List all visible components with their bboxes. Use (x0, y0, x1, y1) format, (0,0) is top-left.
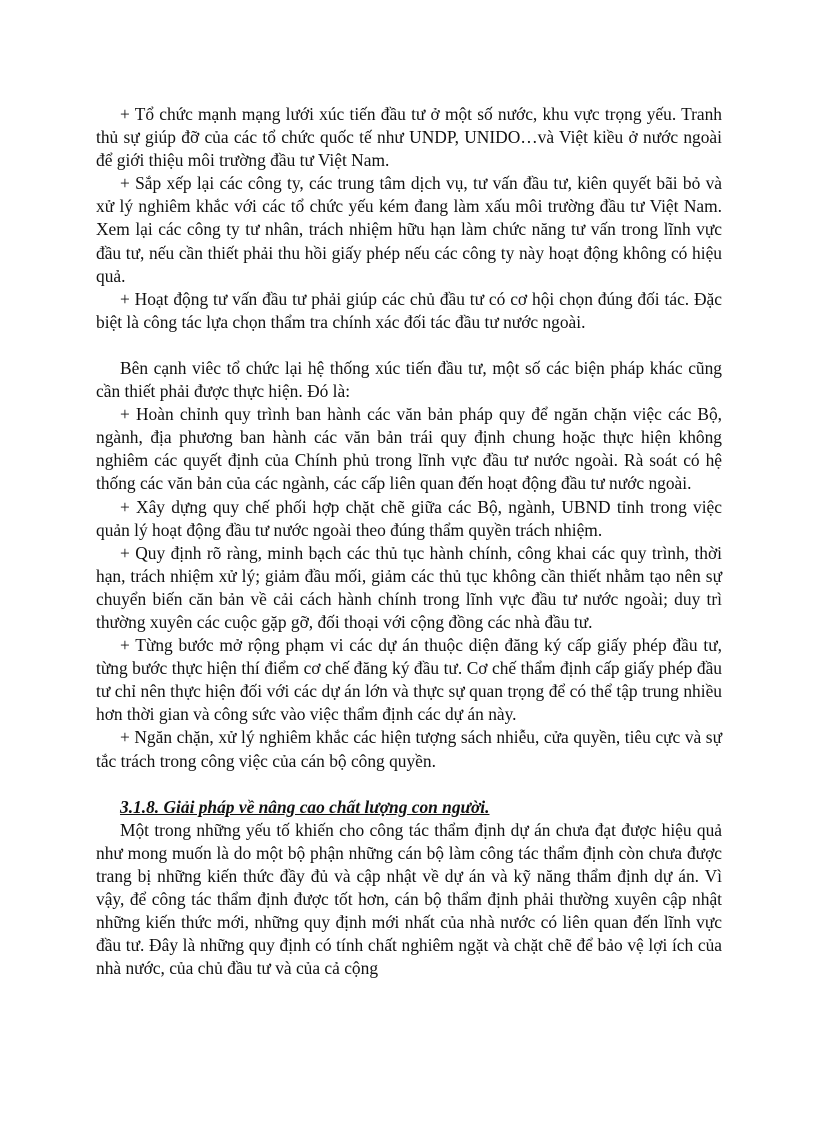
section-heading: 3.1.8. Giải pháp về nâng cao chất lượng con người. (120, 796, 490, 817)
paragraph-spacer (96, 334, 722, 357)
paragraph-spacer (96, 773, 722, 796)
paragraph-other-measures-intro: Bên cạnh viêc tổ chức lại hệ thống xúc tiến đầu tư, một số các biện pháp khác cũng cần thiết phải được thực hiện. Đó là: (96, 357, 722, 402)
document-page (96, 103, 722, 980)
paragraph-consulting-activity: + Hoạt động tư vấn đầu tư phải giúp các chủ đầu tư có cơ hội chọn đúng đối tác. Đặc biệt là công tác lựa chọn thẩm tra chính xác đối tác đầu tư nước ngoài. (96, 288, 722, 332)
paragraph-promotion-network: + Tổ chức mạnh mạng lưới xúc tiến đầu tư ở một số nước, khu vực trọng yếu. Tranh thủ sự giúp đỡ của các tổ chức quốc tế như UNDP, UNIDO…và Việt kiều ở nước ngoài để giới thiệu môi trường đầu tư Việt Nam. (96, 104, 722, 171)
paragraph-registration-scope: + Từng bước mở rộng phạm vi các dự án thuộc diện đăng ký cấp giấy phép đầu tư, từng bước thực hiện thí điểm cơ chế đăng ký đầu tư. Cơ chế thẩm định cấp giấy phép đầu tư chỉ nên thực hiện đối với các dự án lớn và thực sự quan trọng để có thể tập trung nhiều hơn thời gian và công sức vào việc thẩm định các dự án này. (96, 635, 722, 725)
paragraph-prevent-harassment: + Ngăn chặn, xử lý nghiêm khắc các hiện tượng sách nhiễu, cửa quyền, tiêu cực và sự tắc trách trong công việc của cán bộ công quyền. (96, 727, 722, 771)
paragraph-legal-documents: + Hoàn chỉnh quy trình ban hành các văn bản pháp quy để ngăn chặn việc các Bộ, ngành, địa phương ban hành các văn bản trái quy định chung hoặc thực hiện không nghiêm các quyết định của Chính phủ trong lĩnh vực đầu tư nước ngoài. Rà soát có hệ thống các văn bản của các ngành, các cấp liên quan đến hoạt động đầu tư nước ngoài. (96, 404, 722, 494)
paragraph-administrative-procedures: + Quy định rõ ràng, minh bạch các thủ tục hành chính, công khai các quy trình, thời hạn, trách nhiệm xử lý; giảm đầu mối, giảm các thủ tục không cần thiết nhằm tạo nên sự chuyển biến căn bản về cải cách hành chính trong lĩnh vực đầu tư nước ngoài; duy trì thường xuyên các cuộc gặp gỡ, đối thoại với cộng đồng các nhà đầu tư. (96, 542, 722, 632)
paragraph-reorganize-companies: + Sắp xếp lại các công ty, các trung tâm dịch vụ, tư vấn đầu tư, kiên quyết bãi bỏ và xử lý nghiêm khắc với các tổ chức yếu kém đang làm xấu môi trường đầu tư Việt Nam. Xem lại các công ty tư nhân, trách nhiệm hữu hạn làm chức năng tư vấn trong lĩnh vực đầu tư, nếu cần thiết phải thu hồi giấy phép nếu các công ty này hoạt động không có hiệu quả. (96, 173, 722, 286)
paragraph-coordination-rules: + Xây dựng quy chế phối hợp chặt chẽ giữa các Bộ, ngành, UBND tỉnh trong việc quản lý hoạt động đầu tư nước ngoài theo đúng thẩm quyền trách nhiệm. (96, 496, 722, 540)
paragraph-human-quality: Một trong những yếu tố khiến cho công tác thẩm định dự án chưa đạt được hiệu quả như mong muốn là do một bộ phận những cán bộ làm công tác thẩm định còn chưa được trang bị những kiến thức đầy đủ và cập nhật về dự án và kỹ năng thẩm định dự án. Vì vậy, để công tác thẩm định được tốt hơn, cán bộ thẩm định phải thường xuyên cập nhật những kiến thức mới, những quy định mới nhất của nhà nước có liên quan đến lĩnh vực đầu tư. Đây là những quy định có tính chất nghiêm ngặt và chặt chẽ để bảo vệ lợi ích của nhà nước, của chủ đầu tư và của cả cộng (96, 819, 722, 979)
